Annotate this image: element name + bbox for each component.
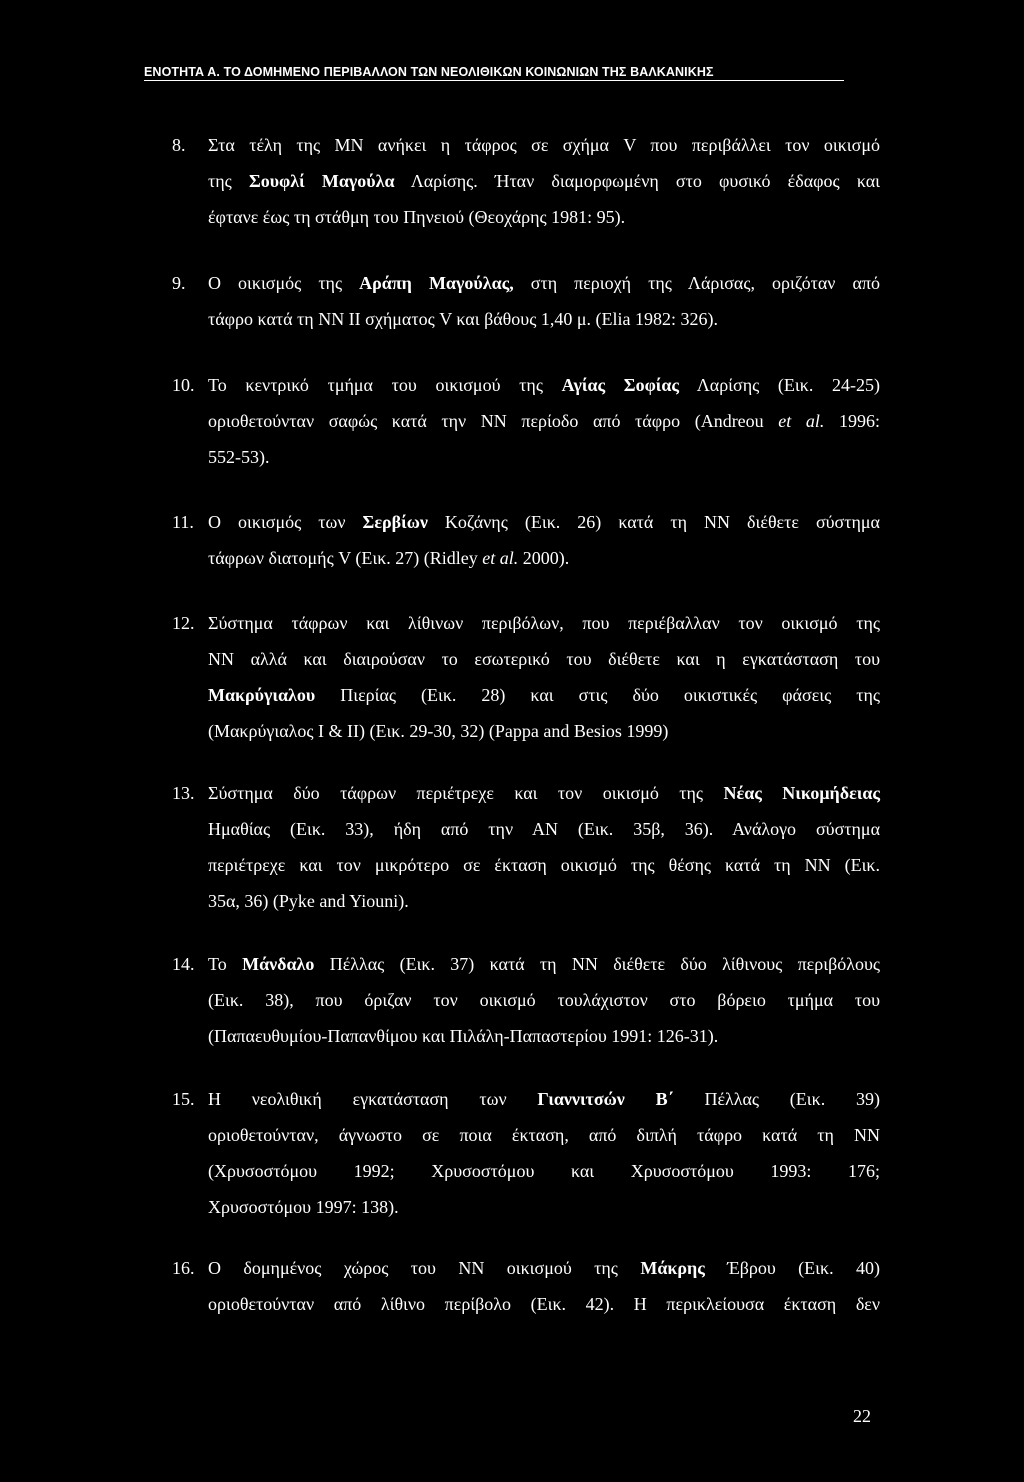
text-line	[208, 641, 880, 677]
text-line	[208, 1018, 880, 1054]
list-item	[172, 946, 880, 1054]
text-run: Έβρου (Εικ. 40)	[704, 1258, 880, 1278]
text-line	[208, 946, 880, 982]
text-run: τάφρο κατά τη ΝΝ II σχήματος V και βάθους 1,40 μ. (Elia 1982: 326).	[208, 309, 718, 329]
text-run: 552-53).	[208, 447, 270, 467]
italic-text: et al.	[482, 548, 519, 568]
item-number: 16.	[172, 1258, 195, 1278]
bold-place-name: Μάνδαλο	[242, 954, 315, 974]
text-line	[208, 199, 880, 235]
text-run: περιέτρεχε και τον μικρότερο σε έκταση οικισμό της θέσης κατά τη ΝΝ (Εικ.	[208, 855, 880, 875]
text-run: Λαρίσης (Εικ. 24-25)	[679, 375, 881, 395]
text-run: 35α, 36) (Pyke and Yiouni).	[208, 891, 409, 911]
text-run: οριοθετούνταν από λίθινο περίβολο (Εικ. 42). Η περικλείουσα έκταση δεν	[208, 1294, 880, 1314]
text-line	[208, 163, 880, 199]
bold-place-name: Νέας Νικομήδειας	[723, 783, 880, 803]
item-number: 10.	[172, 375, 195, 395]
text-run: ΝΝ αλλά και διαιρούσαν το εσωτερικό του διέθετε και η εγκατάσταση του	[208, 649, 880, 669]
text-run: τάφρων διατομής V (Εικ. 27) (Ridley	[208, 548, 483, 568]
text-run: Ο οικισμός των	[208, 512, 363, 532]
text-run: οριοθετούνταν, άγνωστο σε ποια έκταση, από διπλή τάφρο κατά τη ΝΝ	[208, 1125, 880, 1145]
text-line	[208, 367, 880, 403]
text-run: 1996:	[824, 411, 880, 431]
text-run: οριοθετούνταν σαφώς κατά την ΝΝ περίοδο από τάφρο (Andreou	[208, 411, 779, 431]
list-item	[172, 265, 880, 337]
text-line	[208, 1286, 880, 1322]
item-number: 11.	[172, 512, 194, 532]
text-run: (Εικ. 38), που όριζαν τον οικισμό τουλάχιστον στο βόρειο τμήμα του	[208, 990, 880, 1010]
text-run: Ο οικισμός της	[208, 273, 360, 293]
text-run: 2000).	[518, 548, 570, 568]
text-line	[208, 127, 880, 163]
text-run: (Παπαευθυμίου-Παπανθίμου και Πιλάλη-Παπαστερίου 1991: 126-31).	[208, 1026, 719, 1046]
page-number: 22	[853, 1406, 871, 1426]
text-run: Το	[208, 954, 243, 974]
text-run: Σύστημα τάφρων και λίθινων περιβόλων, που περιέβαλλαν τον οικισμό της	[208, 613, 880, 633]
running-header: ΕΝΟΤΗΤΑ Α. ΤΟ ΔΟΜΗΜΕΝΟ ΠΕΡΙΒΑΛΛΟΝ ΤΩΝ ΝΕΟΛΙΘΙΚΩΝ ΚΟΙΝΩΝΙΩΝ ΤΗΣ ΒΑΛΚΑΝΙΚΗΣ	[144, 64, 844, 81]
bold-place-name: Αγίας Σοφίας	[561, 375, 680, 395]
text-run: (Μακρύγιαλος Ι & ΙΙ) (Εικ. 29-30, 32) (Pappa and Besios 1999)	[208, 721, 669, 741]
text-line	[208, 301, 880, 337]
text-line	[208, 504, 880, 540]
bold-place-name: Σουφλί Μαγούλα	[248, 171, 395, 191]
item-number: 15.	[172, 1089, 195, 1109]
text-line	[208, 403, 880, 439]
list-item	[172, 605, 880, 749]
text-run: Το κεντρικό τμήμα του οικισμού της	[208, 375, 562, 395]
text-line	[208, 1081, 880, 1117]
item-text	[208, 1250, 880, 1322]
item-number: 9.	[172, 273, 186, 293]
list-item	[172, 504, 880, 576]
text-line	[208, 713, 880, 749]
item-text	[208, 1081, 880, 1225]
text-run: στη περιοχή της Λάρισας, οριζόταν από	[513, 273, 881, 293]
text-run: Χρυσοστόμου 1997: 138).	[208, 1197, 399, 1217]
bold-place-name: Αράπη Μαγούλας,	[359, 273, 514, 293]
text-line	[208, 1117, 880, 1153]
text-line	[208, 265, 880, 301]
item-number: 12.	[172, 613, 195, 633]
item-text	[208, 775, 880, 919]
text-line	[208, 775, 880, 811]
text-line	[208, 1189, 880, 1225]
text-line	[208, 1153, 880, 1189]
text-run: έφτανε έως τη στάθμη του Πηνειού (Θεοχάρης 1981: 95).	[208, 207, 626, 227]
item-text	[208, 946, 880, 1054]
text-line	[208, 1250, 880, 1286]
text-line	[208, 439, 880, 475]
italic-text: et al.	[778, 411, 825, 431]
item-number: 13.	[172, 783, 195, 803]
text-run: Στα τέλη της ΜΝ ανήκει η τάφρος σε σχήμα V που περιβάλλει τον οικισμό	[208, 135, 880, 155]
item-text	[208, 127, 880, 235]
text-line	[208, 883, 880, 919]
list-item	[172, 1250, 880, 1322]
item-text	[208, 504, 880, 576]
list-item	[172, 1081, 880, 1225]
bold-place-name: Μάκρης	[640, 1258, 705, 1278]
bold-place-name: Σερβίων	[362, 512, 428, 532]
item-text	[208, 265, 880, 337]
text-run: Λαρίσης. Ήταν διαμορφωμένη στο φυσικό έδαφος και	[394, 171, 881, 191]
text-run: Πέλλας (Εικ. 39)	[673, 1089, 881, 1109]
text-run: Ο δομημένος χώρος του ΝΝ οικισμού της	[208, 1258, 641, 1278]
text-run: Πιερίας (Εικ. 28) και στις δύο οικιστικές φάσεις της	[315, 685, 880, 705]
item-number: 14.	[172, 954, 195, 974]
text-run: Η νεολιθική εγκατάσταση των	[208, 1089, 538, 1109]
text-line	[208, 982, 880, 1018]
text-run: της	[208, 171, 249, 191]
text-run: (Χρυσοστόμου 1992; Χρυσοστόμου και Χρυσοστόμου 1993: 176;	[208, 1161, 880, 1181]
text-run: Πέλλας (Εικ. 37) κατά τη ΝΝ διέθετε δύο λίθινους περιβόλους	[314, 954, 880, 974]
item-text	[208, 367, 880, 475]
text-line	[208, 847, 880, 883]
item-text	[208, 605, 880, 749]
text-run: Σύστημα δύο τάφρων περιέτρεχε και τον οικισμό της	[208, 783, 724, 803]
item-number: 8.	[172, 135, 186, 155]
text-line	[208, 811, 880, 847]
text-line	[208, 605, 880, 641]
list-item	[172, 775, 880, 919]
text-line	[208, 540, 880, 576]
list-item	[172, 127, 880, 235]
bold-place-name: Μακρύγιαλου	[208, 685, 316, 705]
list-item	[172, 367, 880, 475]
text-run: Ημαθίας (Εικ. 33), ήδη από την ΑΝ (Εικ. 35β, 36). Ανάλογο σύστημα	[208, 819, 880, 839]
text-run: Κοζάνης (Εικ. 26) κατά τη ΝΝ διέθετε σύστημα	[427, 512, 880, 532]
bold-place-name: Γιαννιτσών Β΄	[537, 1089, 674, 1109]
text-line	[208, 677, 880, 713]
